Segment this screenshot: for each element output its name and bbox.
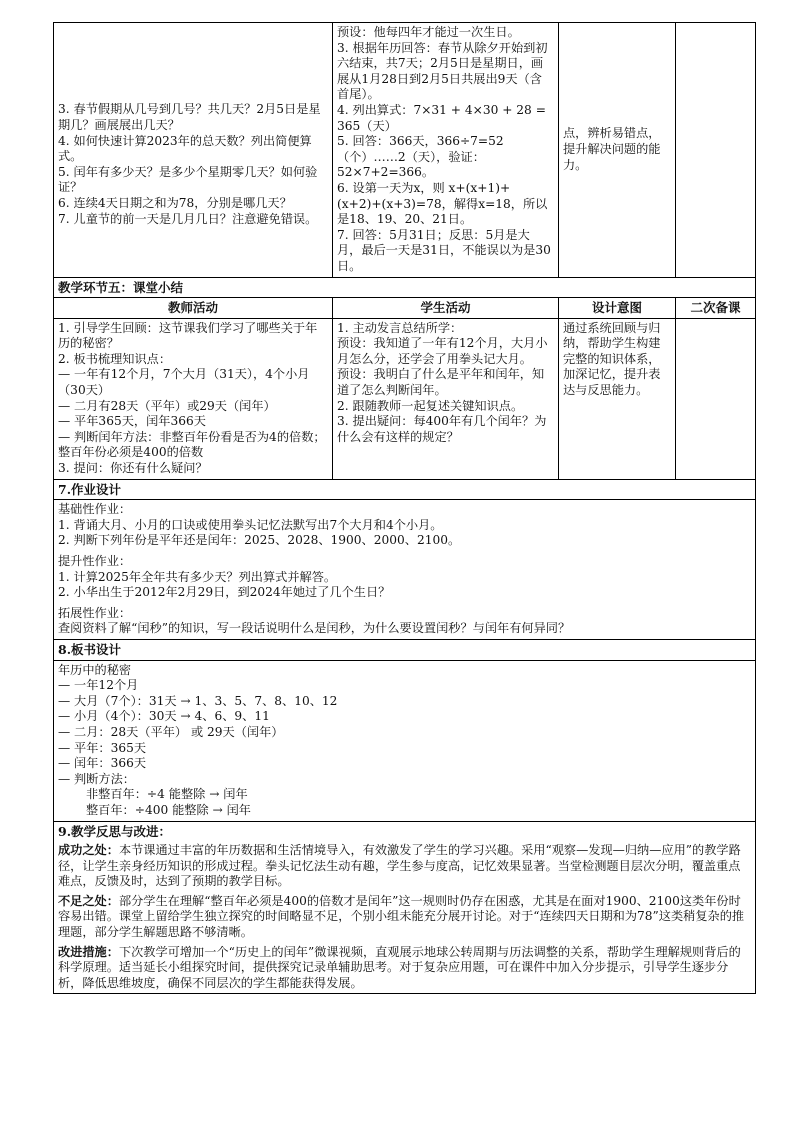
list-item: — 平年365天，闰年366天	[58, 414, 206, 429]
second-prep-cell	[676, 23, 756, 278]
board-line: — 平年：365天	[58, 740, 147, 755]
teacher-activity-cell	[54, 318, 333, 479]
second-prep-cell	[676, 318, 756, 479]
board-line: 整百年：÷400 能整除 → 闰年	[86, 802, 251, 817]
list-item: 4. 列出算式：7×31 + 4×30 + 28 = 365（天）	[337, 102, 550, 133]
list-item: 4. 如何快速计算2023年的总天数？列出简便算式。	[58, 133, 312, 164]
reflection-row	[54, 841, 756, 994]
teacher-activity-cell	[54, 23, 333, 278]
design-intent-cell	[559, 318, 676, 479]
list-item: 1. 计算2025年全年共有多少天？列出算式并解答。	[58, 569, 337, 584]
list-item: 预设：我明白了什么是平年和闰年，知道了怎么判断闰年。	[337, 367, 545, 398]
table-row	[54, 318, 756, 479]
list-item: 预设：他每四年才能过一次生日。	[337, 25, 520, 39]
header-second-prep: 二次备课	[676, 298, 756, 319]
list-item: 预设：我知道了一年有12个月，大月小月怎么分，还学会了用拳头记大月。	[337, 336, 548, 366]
board-line: — 二月：28天（平年） 或 29天（闰年）	[58, 724, 284, 739]
reflection-cell	[54, 841, 756, 994]
list-item: 2. 板书梳理知识点：	[58, 351, 172, 366]
list-item: 7. 儿童节的前一天是几月几日？注意避免错误。	[58, 211, 318, 226]
extend-homework-label: 拓展性作业：	[58, 605, 132, 620]
header-design-intent: 设计意图	[559, 298, 676, 319]
list-item: 1. 背诵大月、小月的口诀或使用拳头记忆法默写出7个大月和4个小月。	[58, 517, 443, 532]
list-item: 3. 提问：你还有什么疑问？	[58, 461, 208, 476]
list-item: 5. 闰年有多少天？是多少个星期零几天？如何验证？	[58, 164, 318, 195]
table-header-row	[54, 298, 756, 319]
list-item: 2. 小华出生于2012年2月29日，到2024年她过了几个生日？	[58, 585, 391, 600]
list-item: — 二月有28天（平年）或29天（闰年）	[58, 398, 276, 413]
improve-text: 下次教学可增加一个“历史上的闰年”微课视频，直观展示地球公转周期与历法调整的关系，帮助学生理解规则背后的科学原理。适当延长小组探究时间，提供探究记录单辅助思考。对于复杂应用题，可在课件中加入分步提示，引导学生逐步分析，降低思维坡度，确保不同层次的学生都能获得发展。	[58, 944, 741, 990]
header-student-activity: 学生活动	[333, 298, 559, 319]
list-item: 6. 设第一天为x，则 x+(x+1)+(x+2)+(x+3)=78，解得x=18，所以是18、19、20、21日。	[337, 180, 548, 227]
board-line: — 大月（7个）：31天 → 1、3、5、7、8、10、12	[58, 693, 338, 708]
list-item: — 判断闰年方法：非整百年份看是否为4的倍数；整百年份必须是400的倍数	[58, 429, 326, 460]
improve-homework-label: 提升性作业：	[58, 554, 132, 568]
board-line: — 小月（4个）：30天 → 4、6、9、11	[58, 709, 270, 724]
board-design-row	[54, 660, 756, 821]
design-intent-text: 通过系统回顾与归纳，帮助学生构建完整的知识体系，加深记忆，提升表达与反思能力。	[563, 320, 661, 398]
student-activity-cell	[333, 23, 559, 278]
section8-title: 8.板书设计	[54, 639, 756, 660]
list-item: 2. 跟随教师一起复述关键知识点。	[337, 398, 524, 413]
homework-cell	[54, 500, 756, 640]
student-activity-cell	[333, 318, 559, 479]
list-item: 1. 主动发言总结所学：	[337, 320, 463, 335]
success-text: 本节课通过丰富的年历数据和生活情境导入，有效激发了学生的学习兴趣。采用“观察—发现—归纳—应用”的教学路径，让学生亲身经历知识的形成过程。拳头记忆法生动有趣，学生参与度高，记忆效果显著。当堂检测题目层次分明，覆盖重点难点，反馈及时，达到了预期的教学目标。	[58, 843, 741, 889]
list-item: 3. 春节假期从几号到几号？共几天？2月5日是星期几？画展展出几天？	[58, 102, 321, 132]
reflection-improve	[58, 945, 751, 992]
lesson-plan-page	[53, 22, 755, 994]
list-item: 1. 引导学生回顾：这节课我们学习了哪些关于年历的秘密？	[58, 320, 318, 351]
basic-homework-label: 基础性作业：	[58, 502, 132, 517]
success-label: 成功之处：	[58, 843, 119, 858]
list-item: 2. 判断下列年份是平年还是闰年：2025、2028、1900、2000、2100。	[58, 533, 461, 548]
shortfall-text: 部分学生在理解“整百年必须是400的倍数才是闰年”这一规则时仍存在困惑，尤其是在面对1900、2100这类年份时容易出错。课堂上留给学生独立探究的时间略显不足，个别小组未能充分展开讨论。对于“连续四天日期和为78”这类稍复杂的推理题，部分学生解题思路不够清晰。	[58, 893, 745, 940]
list-item: 3. 根据年历回答：春节从除夕开始到初六结束，共7天；2月5日是星期日，画展从1月28日到2月5日共展出9天（含首尾）。	[337, 40, 548, 102]
board-line: — 一年12个月	[58, 678, 139, 693]
section-title-row	[54, 277, 756, 298]
improve-label: 改进措施：	[58, 944, 119, 959]
list-item: 查阅资料了解“闰秒”的知识，写一段话说明什么是闰秒，为什么要设置闰秒？与闰年有何异同？	[58, 621, 571, 636]
board-line: — 判断方法：	[58, 771, 135, 786]
board-line: 非整百年：÷4 能整除 → 闰年	[86, 787, 248, 802]
table-row-continued	[54, 23, 756, 278]
board-design-cell	[54, 660, 756, 821]
list-item: — 一年有12个月，7个大月（31天），4个小月（30天）	[58, 367, 310, 398]
list-item: 7. 回答：5月31日；反思：5月是大月，最后一天是31日，不能误以为是30日。	[337, 227, 551, 273]
design-intent-cell	[559, 23, 676, 278]
reflection-shortfall	[58, 894, 751, 941]
reflection-success	[58, 843, 751, 890]
section7-title: 7.作业设计	[54, 479, 756, 500]
design-intent-text: 点，辨析易错点，提升解决问题的能力。	[563, 126, 661, 172]
shortfall-label: 不足之处：	[58, 893, 119, 908]
section-title-row	[54, 821, 756, 841]
list-item: 6. 连续4天日期之和为78，分别是哪几天？	[58, 195, 292, 210]
section-title-row	[54, 479, 756, 500]
lesson-plan-table	[53, 22, 756, 994]
homework-row	[54, 500, 756, 640]
list-item: 5. 回答：366天，366÷7=52（个）……2（天），验证：52×7+2=366。	[337, 134, 504, 180]
list-item: 3. 提出疑问：每400年有几个闰年？为什么会有这样的规定？	[337, 414, 547, 444]
section-title-row	[54, 639, 756, 660]
section9-title: 9.教学反思与改进：	[54, 821, 756, 841]
board-line: — 闰年：366天	[58, 756, 147, 771]
board-line: 年历中的秘密	[58, 662, 132, 677]
header-teacher-activity: 教师活动	[54, 298, 333, 319]
section5-title: 教学环节五：课堂小结	[54, 277, 756, 298]
